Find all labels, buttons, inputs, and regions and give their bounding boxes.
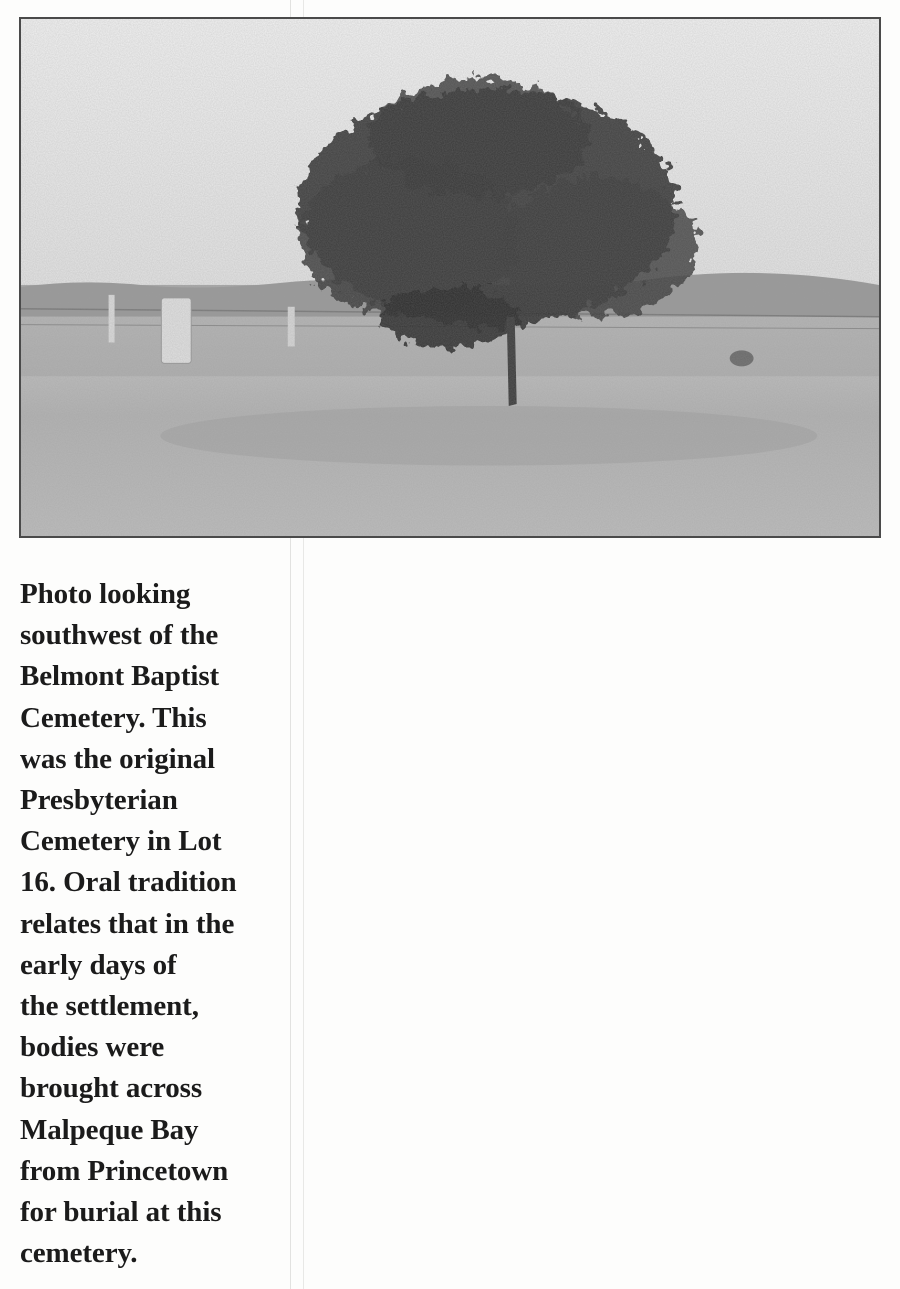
photo-caption: Photo looking southwest of the Belmont Baptist Cemetery. This was the original Presbyterian Cemetery in Lot 16. Oral tradition relates that in the early days of the settlement, bodies were brought across Malpeque Bay from Princetown for burial at this cemetery. bbox=[20, 578, 237, 1270]
cemetery-photograph bbox=[19, 17, 881, 538]
photo-illustration bbox=[21, 19, 879, 536]
